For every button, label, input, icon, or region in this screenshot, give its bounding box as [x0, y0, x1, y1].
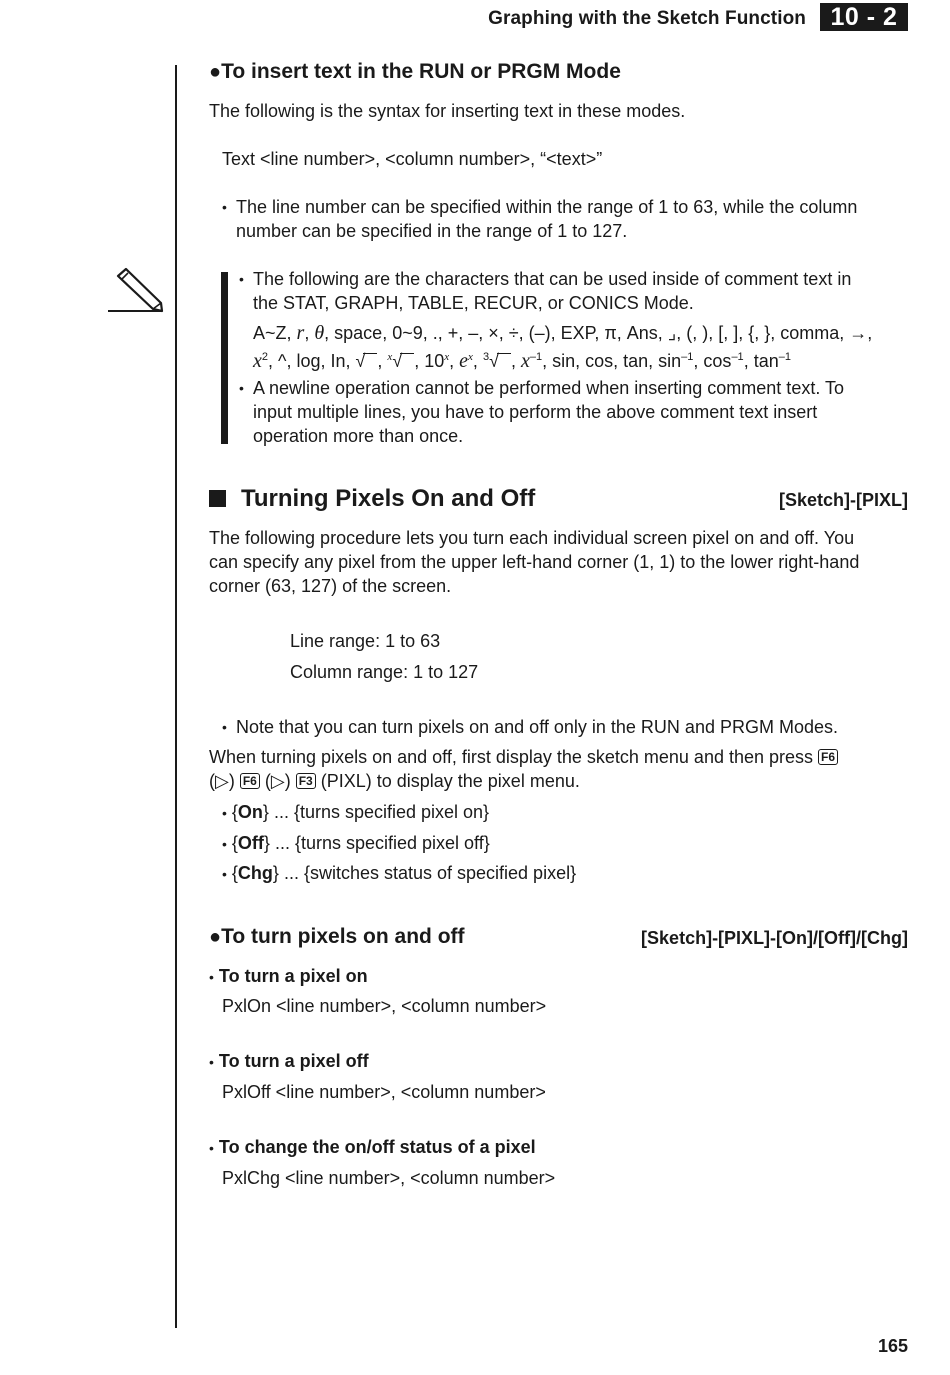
page-number: 165	[877, 1336, 908, 1356]
margin-rule	[175, 65, 177, 1328]
step-title-on: • To turn a pixel on	[209, 966, 368, 986]
pixel-menu-instructions: When turning pixels on and off, first display the sketch menu and then press F6 (▷) F6 (▷) F3 (PIXL) to display the pixel menu.	[209, 745, 838, 793]
allowed-characters-line-2: $x^2$, ^, log, In, √ , $^x$√ , 10$^x$, $e^x$, $^3$√ , $x^{-1}$, sin, cos, tan, $\sin^{-1}$, $\cos^{-1}$, $\tan^{-1}$	[253, 350, 791, 372]
pixels-intro: The following procedure lets you turn each individual screen pixel on and off. You can specify any pixel from the upper left-hand corner (1, 1) to the lower right-hand corner (63, 127) of the screen.	[209, 528, 860, 596]
f6-key: F6	[818, 749, 838, 765]
running-header-title: Graphing with the Sketch Function	[488, 8, 806, 29]
pxlon-syntax: PxlOn <line number>, <column number>	[222, 996, 547, 1016]
pixel-menu-item-on: • {On} ... {turns specified pixel on}	[222, 802, 490, 822]
heading-bullet: ●	[209, 926, 222, 948]
insert-text-intro: The following is the syntax for inserting text in these modes.	[209, 101, 686, 121]
allowed-characters-line-1: A~Z, r, θ, space, 0~9, ., +, –, ×, ÷, (–), EXP, π, Ans, ⌟, (, ), [, ], {, }, comma, →,	[253, 322, 873, 344]
turn-pixels-heading: ●To turn pixels on and off	[209, 925, 465, 948]
heading-bullet: ●	[209, 61, 222, 83]
pixel-menu-item-off: • {Off} ... {turns specified pixel off}	[222, 833, 490, 853]
insert-text-heading: ●To insert text in the RUN or PRGM Mode	[209, 60, 621, 83]
pixel-menu-item-chg: • {Chg} ... {switches status of specified pixel}	[222, 863, 577, 883]
pxlchg-syntax: PxlChg <line number>, <column number>	[222, 1168, 556, 1188]
f6-key: F6	[240, 773, 260, 789]
cube-root-overline	[497, 353, 511, 368]
section-square-marker	[209, 490, 226, 507]
pxloff-syntax: PxlOff <line number>, <column number>	[222, 1082, 546, 1102]
turn-pixels-menu-path: [Sketch]-[PIXL]-[On]/[Off]/[Chg]	[641, 928, 908, 948]
line-range: Line range: 1 to 63	[290, 631, 441, 651]
step-title-off: • To turn a pixel off	[209, 1051, 369, 1071]
f3-key: F3	[296, 773, 316, 789]
pencil-note-icon	[106, 266, 168, 314]
section-number-badge: 10 - 2	[820, 3, 908, 31]
root-overline	[400, 353, 414, 368]
text-syntax: Text <line number>, <column number>, “<text>”	[222, 149, 603, 169]
column-range: Column range: 1 to 127	[290, 662, 479, 682]
sqrt-overline	[363, 353, 377, 368]
pixels-section-heading: Turning Pixels On and Off	[209, 485, 535, 513]
step-title-chg: • To change the on/off status of a pixel	[209, 1137, 536, 1157]
pixels-menu-path: [Sketch]-[PIXL]	[778, 490, 908, 510]
note-bar	[221, 272, 228, 444]
